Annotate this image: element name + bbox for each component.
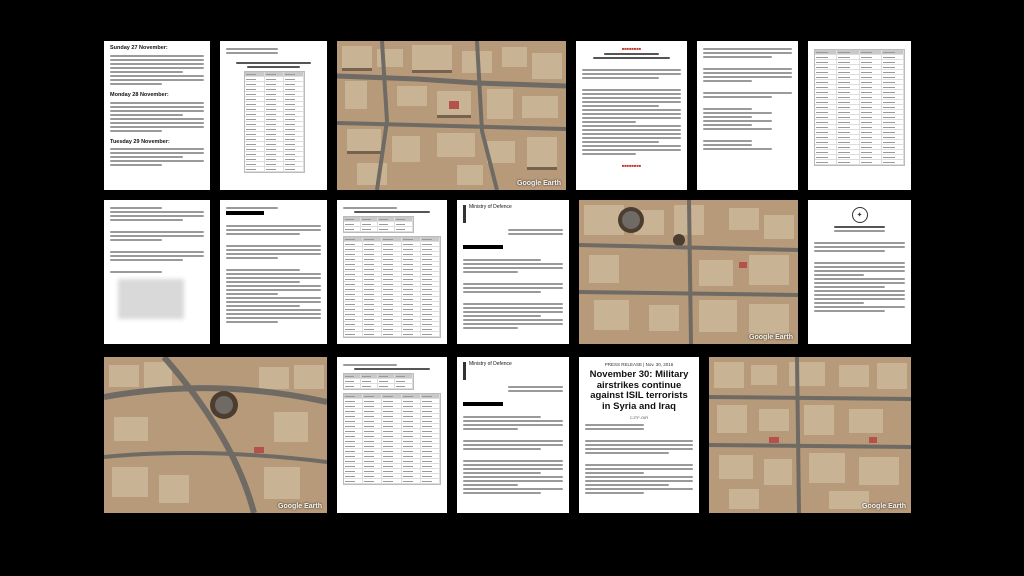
heading-sunday: Sunday 27 November: [110,45,168,51]
classification-mark: ■■■■■■■■ [621,46,642,51]
document-page-memo-2[interactable] [808,200,911,344]
document-page-table-4[interactable] [337,357,447,513]
document-page-mod-letter[interactable] [457,200,569,344]
google-earth-watermark: Google Earth [749,334,793,341]
aerial-city-view [337,41,566,190]
google-earth-watermark: Google Earth [862,503,906,510]
document-page-memo-1[interactable]: ■■■■■■■■ ■■■■■■■■ [576,41,687,190]
press-release-title: November 30: Military airstrikes continue against ISIL terrorists in Syria and Iraq [589,369,689,412]
document-page-redacted[interactable] [104,200,210,344]
aerial-city-view [104,357,327,513]
mod-logo: Ministry of Defence [463,205,563,223]
aerial-image-1[interactable] [337,41,566,190]
aerial-city-view [709,357,911,513]
document-page-list[interactable] [220,200,327,344]
document-page-table-2[interactable] [808,41,911,190]
aerial-image-4[interactable] [709,357,911,513]
heading-tuesday: Tuesday 29 November: [110,138,170,145]
document-page-daily-log[interactable] [104,41,210,190]
aerial-image-3[interactable] [104,357,327,513]
mod-logo: Ministry of Defence [463,362,563,380]
document-page-table-3[interactable] [337,200,447,344]
document-page-press-release[interactable] [579,357,699,513]
google-earth-watermark: Google Earth [517,180,561,187]
crest-icon: ✦ [852,207,868,223]
aerial-image-2[interactable] [579,200,798,344]
aerial-city-view [579,200,798,344]
document-page-form[interactable] [697,41,798,190]
google-earth-watermark: Google Earth [278,503,322,510]
press-release-header: PRESS RELEASE | Nov. 30, 2016 [604,362,674,367]
redaction-bar [226,211,264,215]
document-page-mod-letter-2[interactable] [457,357,569,513]
document-page-table[interactable] [220,41,327,190]
blurred-image [118,279,184,319]
press-release-subtitle: CJTF-OIR [629,414,649,420]
heading-monday: Monday 28 November: [110,91,169,98]
